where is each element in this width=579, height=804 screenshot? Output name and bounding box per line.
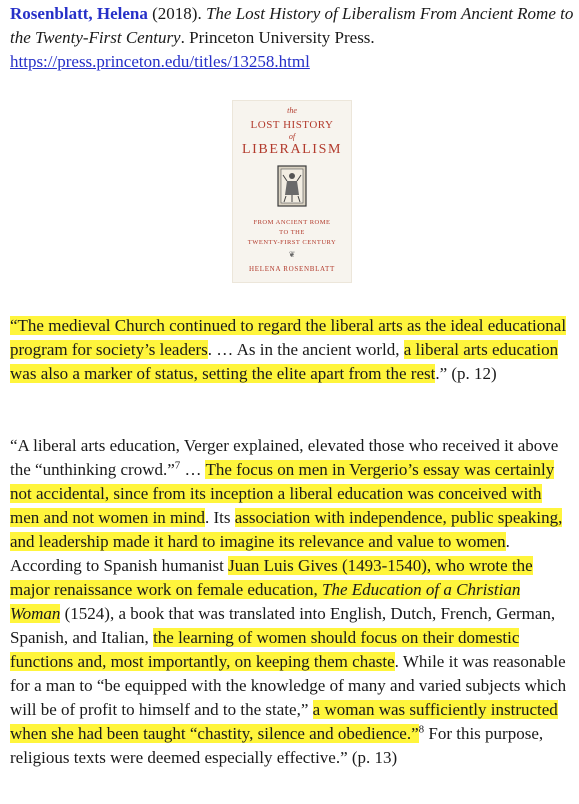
cover-of: of [288, 132, 296, 141]
text-segment: … [180, 460, 206, 479]
highlighted-text: “The medieval Church continued to regard the liberal arts as the ideal educational program for society’s leaders [10, 316, 567, 359]
text-segment: . While it was reasonable for a man to “be equipped with the knowledge of many and varied subjects which will be of profit to himself and to the state,” [10, 652, 567, 719]
cover-lost-history: LOST HISTORY [250, 119, 334, 131]
cover-engraving-image [277, 165, 307, 207]
cover-liberalism: LIBERALISM [242, 142, 342, 157]
text-segment: . Its [205, 508, 235, 527]
citation-author: Rosenblatt, Helena [10, 4, 148, 23]
text-segment: . … As in the ancient world, [207, 340, 404, 359]
cover-the: the [287, 106, 297, 115]
citation-title: The Lost History of Liberalism From Ancient Rome to the Twenty-First Century [10, 4, 574, 47]
quote-paragraph-1 [10, 314, 572, 386]
footnote-marker: 8 [418, 723, 425, 736]
book-cover [232, 100, 352, 283]
cover-subtitle-line3: TWENTY-FIRST CENTURY [247, 239, 337, 246]
citation [10, 2, 575, 74]
cover-author: HELENA ROSENBLATT [249, 265, 335, 273]
highlighted-text: The Education of a Christian Woman [10, 580, 521, 623]
text-segment: . According to Spanish humanist [10, 532, 510, 575]
highlighted-text: a woman was sufficiently instructed when she had been taught “chastity, silence and obedience.” [10, 700, 558, 743]
highlighted-text: Juan Luis Gives (1493-1540), who wrote the major renaissance work on female education, [10, 556, 533, 599]
citation-year: (2018). [147, 4, 206, 23]
cover-ornament-icon: ❦ [288, 250, 296, 259]
text-segment: For this purpose, religious texts were deemed especially effective.” (p. 13) [10, 724, 544, 767]
quote-paragraph-2 [10, 434, 572, 770]
cover-subtitle [233, 218, 351, 248]
text-segment: (1524), a book that was translated into English, Dutch, French, German, Spanish, and Italian, [10, 604, 556, 647]
citation-publisher: . Princeton University Press. [180, 28, 375, 47]
cover-subtitle-line2: TO THE [279, 229, 305, 236]
text-segment: .” (p. 12) [435, 364, 497, 383]
text-segment: “A liberal arts education, Verger explained, elevated those who received it above the “unthinking crowd.” [10, 436, 559, 479]
highlighted-text: a liberal arts education was also a marker of status, setting the elite apart from the rest [10, 340, 559, 383]
cover-subtitle-line1: FROM ANCIENT ROME [253, 219, 331, 226]
citation-url-link[interactable]: https://press.princeton.edu/titles/13258.html [10, 52, 310, 71]
highlighted-text: The focus on men in Vergerio’s essay was certainly not accidental, since from its inception a liberal education was conceived with men and not women in mind [10, 460, 555, 527]
footnote-marker: 7 [174, 459, 181, 472]
highlighted-text: the learning of women should focus on their domestic functions and, most importantly, on keeping them chaste [10, 628, 520, 671]
highlighted-text: association with independence, public speaking, and leadership made it hard to imagine its relevance and value to women [10, 508, 563, 551]
